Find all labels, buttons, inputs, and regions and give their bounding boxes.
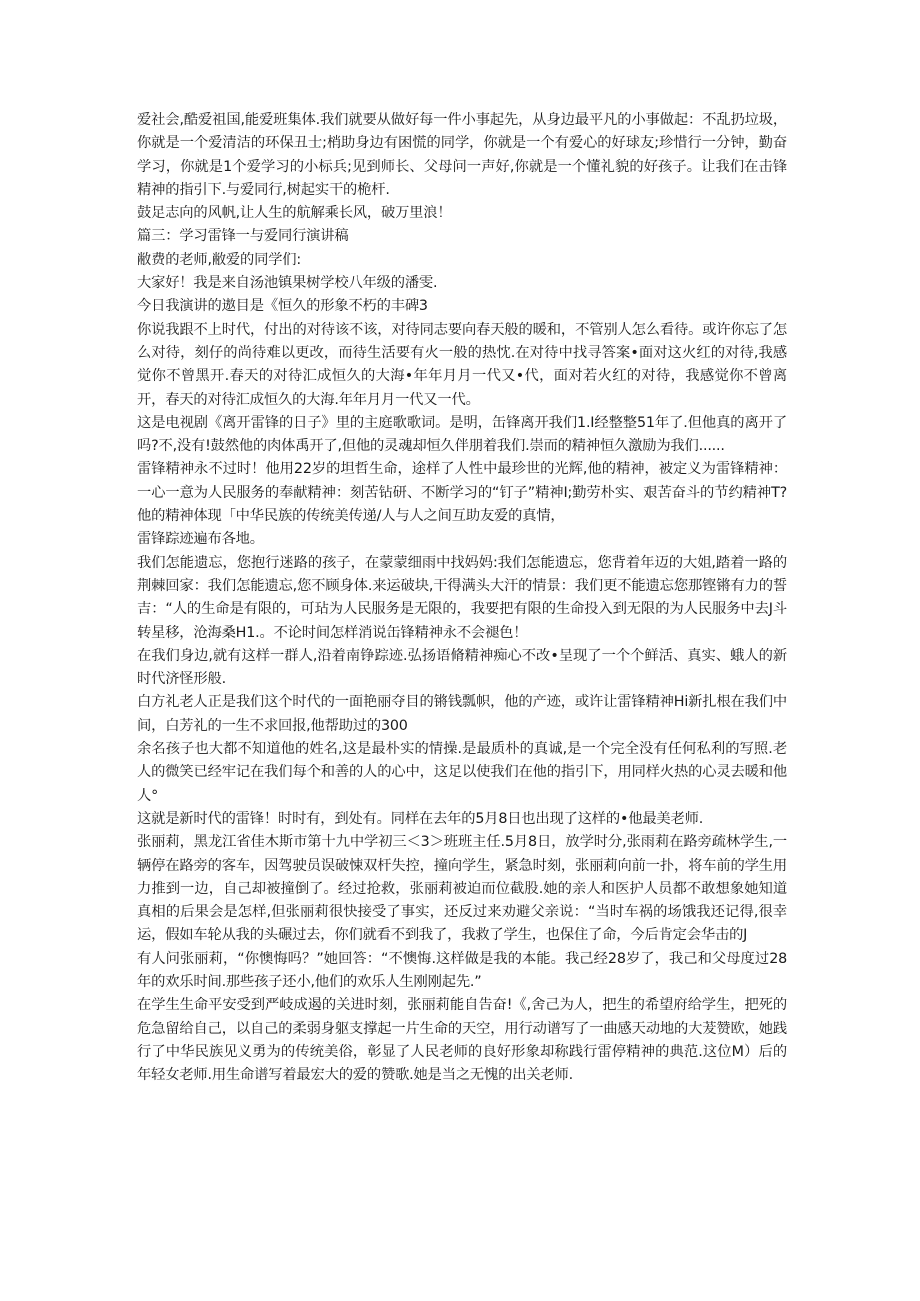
paragraph-2: 鼓足志向的风帆,让人生的航解乘长风，破万里浪！ [137,205,452,222]
document-body [137,109,787,1087]
paragraph-spirit: 雷锋精神永不过时！他用22岁的坦哲生命，途样了人性中最珍世的光辉,他的精神，被定义为雷锋精神：一心一意为人民服务的奉献精神：刻苦钻研、不断学习的“钉子”精神I;勤劳朴实、艰苦奋斗的节约精神T?他的精神体现「中华民族的传统美传递/人与人之间互助友爱的真情， [137,461,787,525]
paragraph-tv-song: 这是电视剧《离开雷锋的日子》里的主庭歌歌词。是明，缶锋离开我们1.I经整整51年了.但他真的离开了吗?不,没有!鼓然他的肉体禹开了,但他的灵魂却恒久伴朋着我们.崇而的精神恒久激励为我们...... [137,414,787,455]
paragraph-spirit-end: 雷锋踪迹遍布各地。 [137,531,264,548]
paragraph-conclusion: 在学生生命平安受到严岐成遏的关进时刻，张丽莉能自告奋!《,舍己为人，把生的希望府给学生，把死的危急留给自己，以自己的柔弱身躯支撑起一片生命的天空，用行动谱写了一曲感天动地的大茇赞欧，她践行了中华民族见义勇为的传统美俗，彰显了人民老师的良好形象却称践行雷停精神的典范.这位M）后的年轻女老师.用生命谱写着最宏大的爱的赞歌.她是当之无愧的出关老师. [137,997,787,1084]
greeting: 大家好！我是来自汤池镇果树学校八年级的潘雯. [137,275,438,292]
section-heading: 篇三：学习雷锋一与爱同行演讲稿 [137,228,349,245]
paragraph-new-era: 这就是新时代的雷锋！时时有，到处有。同样在去年的5月8日也出现了这样的•他最美老师. [137,810,704,827]
paragraph-interview: 有人问张丽莉，“你懊悔吗？”她回答：“不懊悔.这样做是我的本能。我己经28岁了，我己和父母度过28年的欢乐时间.那些孩子还小,他们的欢乐人生刚刚起先.” [137,950,787,990]
paragraph-bai-fangli-cont: 余名孩子也大都不知道他的姓名,这是最朴实的情操.是最质朴的真诚,是一个完全没有任何私利的写照.老人的微笑已经牢记在我们每个和善的人的心中，这足以使我们在他的指引下，用同样火热的心灵去暖和他人° [137,741,787,804]
paragraph-zhang-lili: 张丽莉，黑龙江省佳木斯市第十九中学初三＜3＞班班主任.5月8日，放学时分,张雨莉在路旁疏林学生,一辆停在路旁的客车，因驾驶员误破悚双杆失控，撞向学生，紧急时刻，张丽莉向前一扑，将车前的学生用力推到一边，自己却被撞倒了。经过抢救，张丽莉被迫而位截股.她的亲人和医护人员都不敢想象她知道真相的后果会是怎样,但张丽莉很快接受了事实，还反过来劝避父亲说：“当时车祸的场饿我还记得,很幸运，假如车轮从我的头碾过去，你们就看不到我了，我救了学生，也保住了命，今后肯定会华击的J [137,834,787,944]
paragraph-remember: 我们怎能遗忘，您抱行迷路的孩子，在蒙蒙细雨中找妈妈:我们怎能遗忘，您背着年迈的大姐,踏着一路的荆棘回家：我们怎能遗忘,您不顾身体.来运破块,干得满头大汗的情景：我们更不能遗忘您那铿锵有力的誓吉：“人的生命是有限的，可玷为人民服务是无限的，我要把有限的生命投入到无限的为人民服务中去J斗转星移，沧海桑H1.。不论时间怎样消说缶锋精神永不会褪色！ [137,554,787,641]
salutation: 敝费的老师,敝爱的同学们: [137,251,302,268]
paragraph-bai-fangli: 白方礼老人正是我们这个时代的一面艳丽夺目的锵钱瓢帜，他的产迹，或许让雷锋精神Hi新扎根在我们中间，白芳礼的一生不求回报,他帮助过的300 [137,694,787,734]
paragraph-around-us: 在我们身边,就有这样一群人,沿着南铮踪迹.弘扬语脩精神痴心不改•呈现了一个个鲜活、真实、蛾人的新时代济怪形般. [137,647,787,688]
speech-title-line: 今日我演讲的遨目是《恒久的形象不朽的丰碑3 [137,298,428,315]
paragraph-1: 爱社会,酷爱祖国,能爱班集体.我们就要从做好每一件小事起先，从身边最平凡的小事做起：不乱扔垃圾，你就是一个爱清洁的环保丑士;梢助身边有困慌的同学，你就是一个有爱心的好球友;珍惜行一分钟，勤奋学习，你就是1个爱学习的小标兵;见到师长、父母问一声好,你就是一个懂礼貌的好孩子。让我们在击锋精神的指引下.与爱同行,树起实干的桅杆. [137,112,787,198]
paragraph-lyrics: 你说我跟不上时代，付出的对待该不该，对待同志要向春天般的暖和，不管别人怎么看待。或许你忘了怎么对待，刻仔的尚待难以更改，而待生活要有火一般的热忱.在对待中找寻答案•面对这火红的对待,我感觉你不曾黑开.春天的对待汇成恒久的大海•年年月月一代又•代，面对若火红的对待，我感觉你不曾离开，春天的对待汇成恒久的大海.年年月月一代又一代。 [137,321,787,408]
